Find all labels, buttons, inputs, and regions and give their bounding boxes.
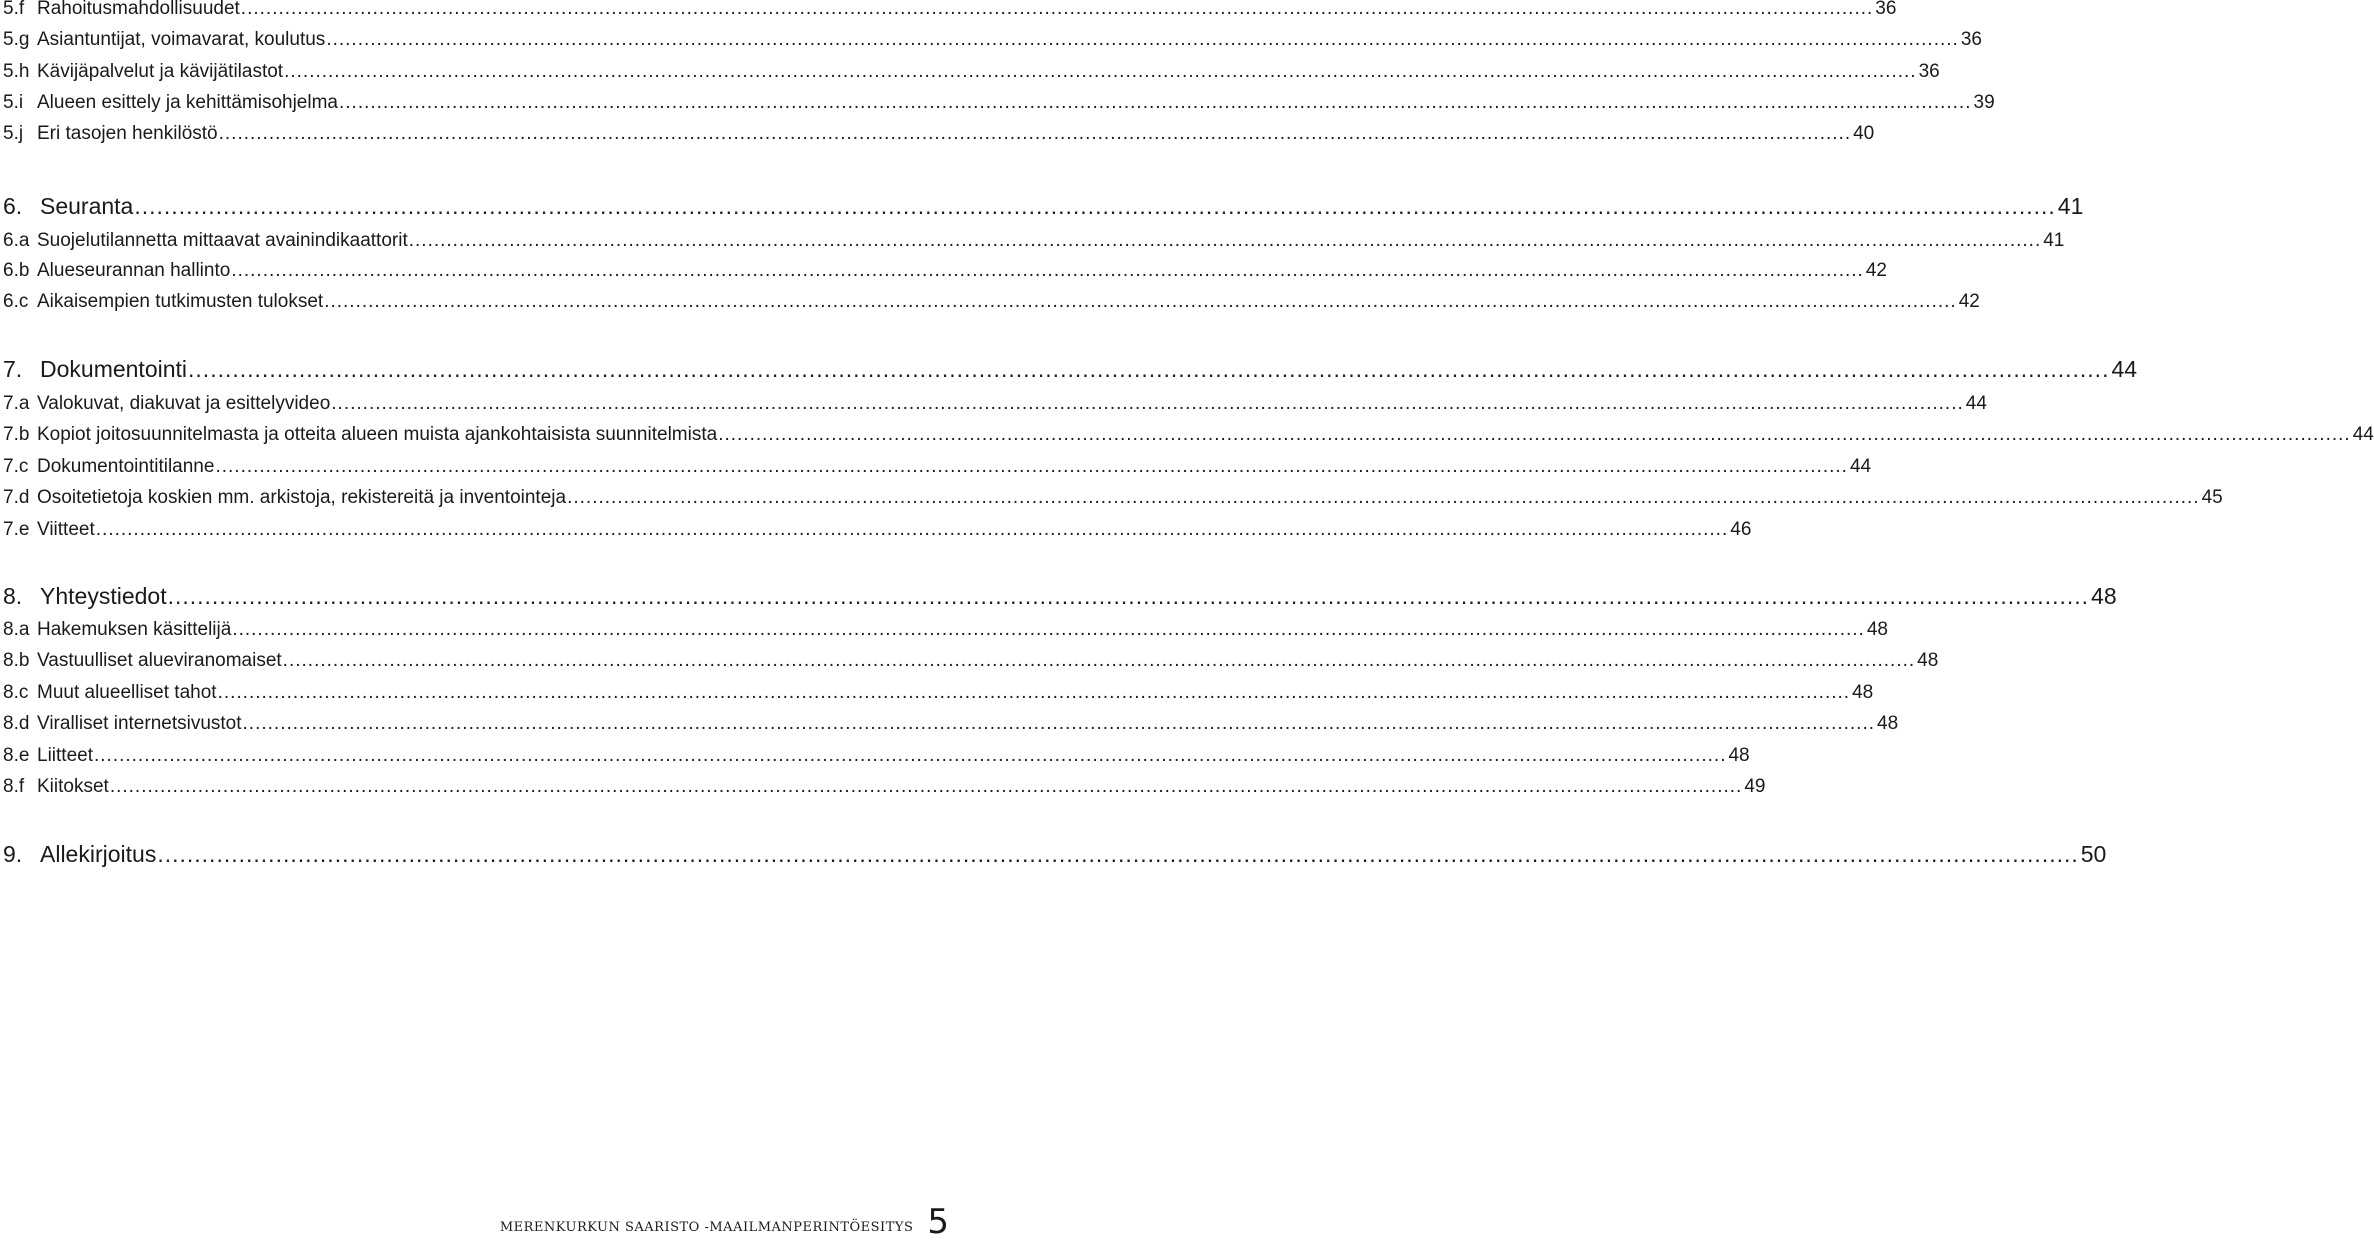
toc-entry-page: 50	[2080, 841, 2107, 867]
dot-leader	[94, 744, 1727, 768]
toc-entry[interactable]	[3, 229, 2065, 253]
toc-entry-number: 6.	[3, 193, 23, 219]
toc-entry-title: Aikaisempien tutkimusten tulokset	[37, 291, 324, 312]
toc-entry[interactable]	[3, 744, 1750, 768]
toc-entry-number: 7.e	[3, 519, 30, 540]
toc-entry-number: 6.a	[3, 230, 30, 251]
toc-entry-number: 9.	[3, 841, 23, 867]
toc-entry[interactable]	[3, 618, 1888, 642]
dot-leader	[241, 0, 1874, 21]
toc-entry-page: 48	[1852, 682, 1874, 703]
dot-leader	[331, 392, 1964, 416]
toc-section[interactable]	[3, 191, 2084, 221]
toc-entry[interactable]	[3, 392, 1987, 416]
toc-entry-page: 48	[2091, 583, 2117, 609]
toc-entry-page: 39	[1973, 92, 1995, 113]
toc-entry-number: 8.a	[3, 619, 30, 640]
toc-entry-page: 46	[1730, 519, 1752, 540]
footer-document-title: MERENKURKUN SAARISTO -MAAILMANPERINTÖESITYS	[499, 1220, 914, 1235]
toc-entry-page: 49	[1744, 776, 1766, 797]
dot-leader	[219, 122, 1852, 146]
toc-entry-page: 36	[1875, 0, 1897, 19]
toc-entry-number: 7.d	[3, 487, 30, 508]
footer-page-number: 5	[927, 1202, 949, 1242]
toc-entry-page: 36	[1918, 61, 1940, 82]
toc-entry-title: Viralliset internetsivustot	[37, 713, 242, 734]
dot-leader	[188, 354, 2109, 384]
toc-entry[interactable]	[3, 518, 1752, 542]
toc-entry-page: 41	[2057, 193, 2084, 219]
toc-entry-title: Asiantuntijat, voimavarat, koulutus	[37, 29, 326, 50]
toc-entry-page: 42	[1865, 260, 1887, 281]
toc-entry[interactable]	[3, 455, 1872, 479]
dot-leader	[409, 229, 2042, 253]
toc-entry-number: 7.c	[3, 456, 29, 477]
dot-leader	[110, 775, 1743, 799]
toc-entry-title: Kiitokset	[37, 776, 109, 797]
toc-entry-page: 44	[2111, 356, 2138, 382]
toc-entry[interactable]	[3, 649, 1939, 673]
toc-entry-title: Allekirjoitus	[40, 841, 157, 867]
toc-entry-title: Suojelutilannetta mittaavat avainindikaattorit	[37, 230, 408, 251]
dot-leader	[284, 60, 1917, 84]
toc-entry-title: Alueen esittely ja kehittämisohjelma	[37, 92, 338, 113]
toc-entry-page: 48	[1877, 713, 1899, 734]
toc-entry-page: 45	[2201, 487, 2223, 508]
toc-entry-page: 48	[1728, 745, 1750, 766]
toc-entry[interactable]	[3, 423, 2374, 447]
toc-entry-title: Osoitetietoja koskien mm. arkistoja, rekistereitä ja inventointeja	[37, 487, 567, 508]
toc-entry[interactable]	[3, 681, 1874, 705]
toc-entry-title: Eri tasojen henkilöstö	[37, 123, 218, 144]
toc-entry-title: Yhteystiedot	[40, 583, 167, 609]
dot-leader	[718, 423, 2351, 447]
toc-entry-number: 8.b	[3, 650, 30, 671]
toc-entry-title: Viitteet	[37, 519, 95, 540]
toc-entry-number: 7.	[3, 356, 23, 382]
toc-entry-title: Kopiot joitosuunnitelmasta ja otteita alueen muista ajankohtaisista suunnitelmista	[37, 424, 718, 445]
toc-entry-page: 42	[1958, 291, 1980, 312]
toc-entry[interactable]	[3, 91, 1995, 115]
toc-entry-number: 6.c	[3, 291, 29, 312]
dot-leader	[218, 681, 1851, 705]
dot-leader	[134, 191, 2055, 221]
toc-entry-page: 44	[1965, 393, 1987, 414]
toc-entry-page: 36	[1960, 29, 1982, 50]
toc-entry-title: Alueseurannan hallinto	[37, 260, 231, 281]
dot-leader	[339, 91, 1972, 115]
toc-entry-number: 8.f	[3, 776, 25, 797]
toc-section[interactable]	[3, 839, 2107, 869]
dot-leader	[96, 518, 1729, 542]
toc-entry-title: Muut alueelliset tahot	[37, 682, 217, 703]
toc-entry-number: 5.j	[3, 123, 24, 144]
dot-leader	[232, 618, 1865, 642]
toc-entry[interactable]	[3, 775, 1766, 799]
toc-entry-page: 40	[1853, 123, 1875, 144]
toc-entry-number: 8.e	[3, 745, 30, 766]
toc-entry-page: 48	[1917, 650, 1939, 671]
toc-entry-page: 44	[1849, 456, 1872, 477]
toc-entry[interactable]	[3, 290, 1980, 314]
dot-leader	[157, 839, 2078, 869]
toc-entry-number: 5.f	[3, 0, 25, 19]
toc-entry[interactable]	[3, 28, 1982, 52]
toc-entry[interactable]	[3, 122, 1875, 146]
toc-entry-title: Seuranta	[40, 193, 134, 219]
dot-leader	[283, 649, 1916, 673]
dot-leader	[567, 486, 2200, 510]
toc-entry-title: Liitteet	[37, 745, 93, 766]
dot-leader	[168, 581, 2089, 611]
page-footer	[499, 1202, 949, 1242]
toc-entry-title: Dokumentointi	[40, 356, 188, 382]
toc-entry-number: 7.b	[3, 424, 30, 445]
toc-entry-number: 5.g	[3, 29, 30, 50]
toc-entry-title: Hakemuksen käsittelijä	[37, 619, 232, 640]
toc-entry-page: 48	[1866, 619, 1888, 640]
toc-entry-number: 8.	[3, 583, 23, 609]
dot-leader	[324, 290, 1957, 314]
dot-leader	[231, 259, 1864, 283]
toc-entry-number: 5.h	[3, 61, 30, 82]
toc-section[interactable]	[3, 581, 2117, 611]
toc-entry-number: 7.a	[3, 393, 30, 414]
toc-entry-title: Valokuvat, diakuvat ja esittelyvideo	[37, 393, 331, 414]
toc-section[interactable]	[3, 354, 2138, 384]
toc-entry[interactable]	[3, 712, 1899, 736]
toc-entry-page: 41	[2043, 230, 2065, 251]
toc-entry-number: 8.d	[3, 713, 30, 734]
toc-entry[interactable]	[3, 0, 1897, 21]
toc-entry-page: 44	[2352, 424, 2374, 445]
toc-entry-title: Vastuulliset alueviranomaiset	[37, 650, 282, 671]
toc-entry-number: 6.b	[3, 260, 30, 281]
toc-entry[interactable]	[3, 259, 1887, 283]
dot-leader	[326, 28, 1959, 52]
toc-entry-title: Kävijäpalvelut ja kävijätilastot	[37, 61, 284, 82]
toc-entry-number: 8.c	[3, 682, 29, 703]
toc-entry-title: Rahoitusmahdollisuudet	[37, 0, 240, 19]
toc-entry-number: 5.i	[3, 92, 24, 113]
toc-entry-title: Dokumentointitilanne	[37, 456, 215, 477]
toc-entry[interactable]	[3, 486, 2223, 510]
toc-entry[interactable]	[3, 60, 1940, 84]
dot-leader	[243, 712, 1876, 736]
dot-leader	[215, 455, 1848, 479]
